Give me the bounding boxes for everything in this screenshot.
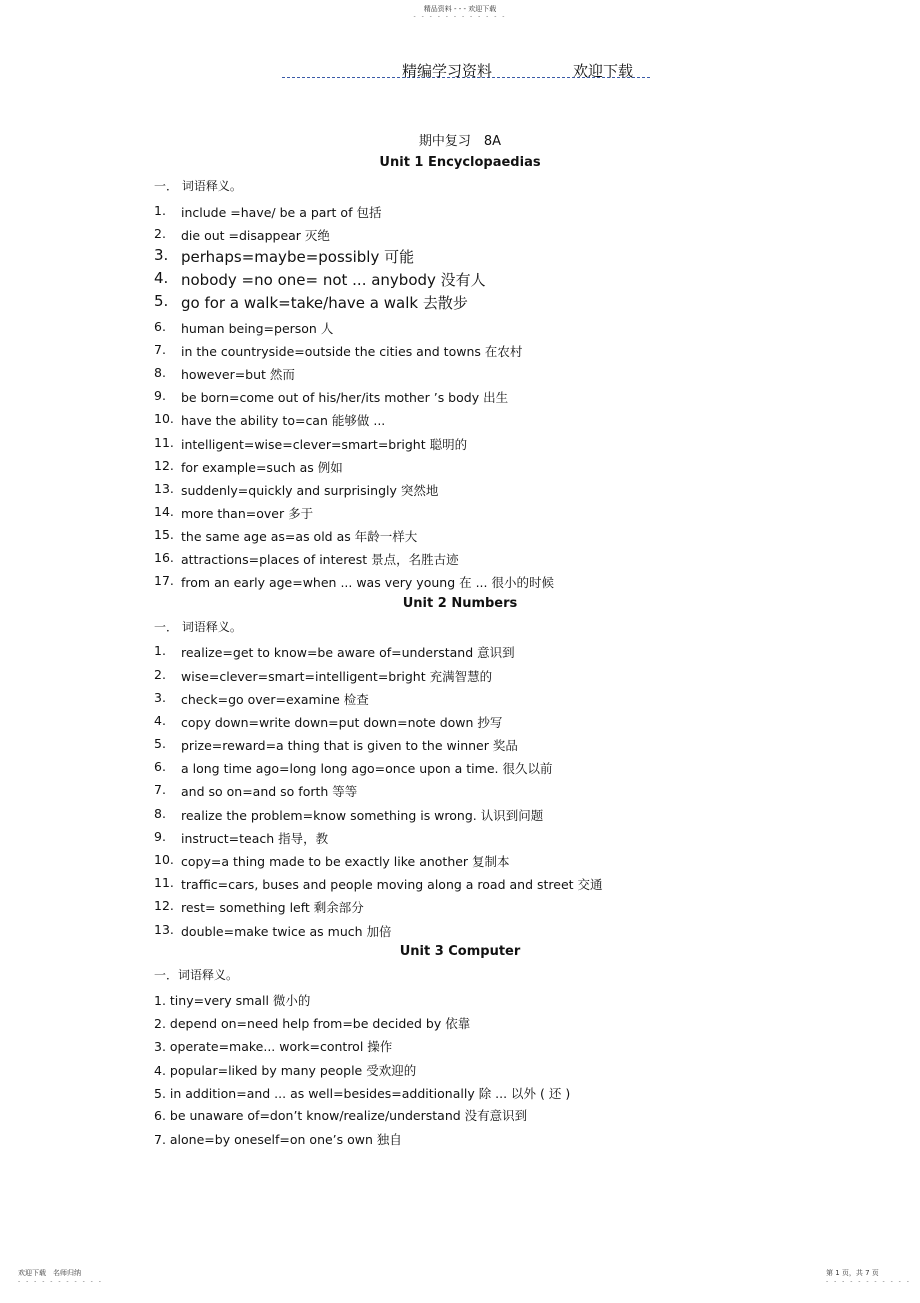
footer-left-label: 欢迎下载 名师归纳: [18, 1269, 81, 1277]
unit-title: Unit 3 Computer: [399, 944, 521, 959]
footer-right-dashes: - - - - - - - - - - -: [826, 1278, 911, 1285]
unit-title: Unit 1 Encyclopaedias: [379, 155, 541, 170]
section-heading: 一．词语释义。: [154, 968, 239, 982]
banner-right-text: 欢迎下载: [573, 62, 634, 80]
top-header-label: 精品资料 - - - 欢迎下载: [423, 5, 497, 13]
document-title: 期中复习 8A: [418, 134, 502, 149]
top-header-dashes: - - - - - - - - - - - -: [413, 13, 507, 20]
unit-title: Unit 2 Numbers: [402, 596, 518, 611]
footer-left-dashes: - - - - - - - - - - -: [18, 1278, 103, 1285]
banner-left-text: 精编学习资料: [402, 62, 493, 80]
footer-page-number: 第 1 页，共 7 页: [826, 1269, 879, 1277]
section-heading: 一． 词语释义。: [154, 620, 242, 634]
section-heading: 一． 词语释义。: [154, 179, 242, 193]
